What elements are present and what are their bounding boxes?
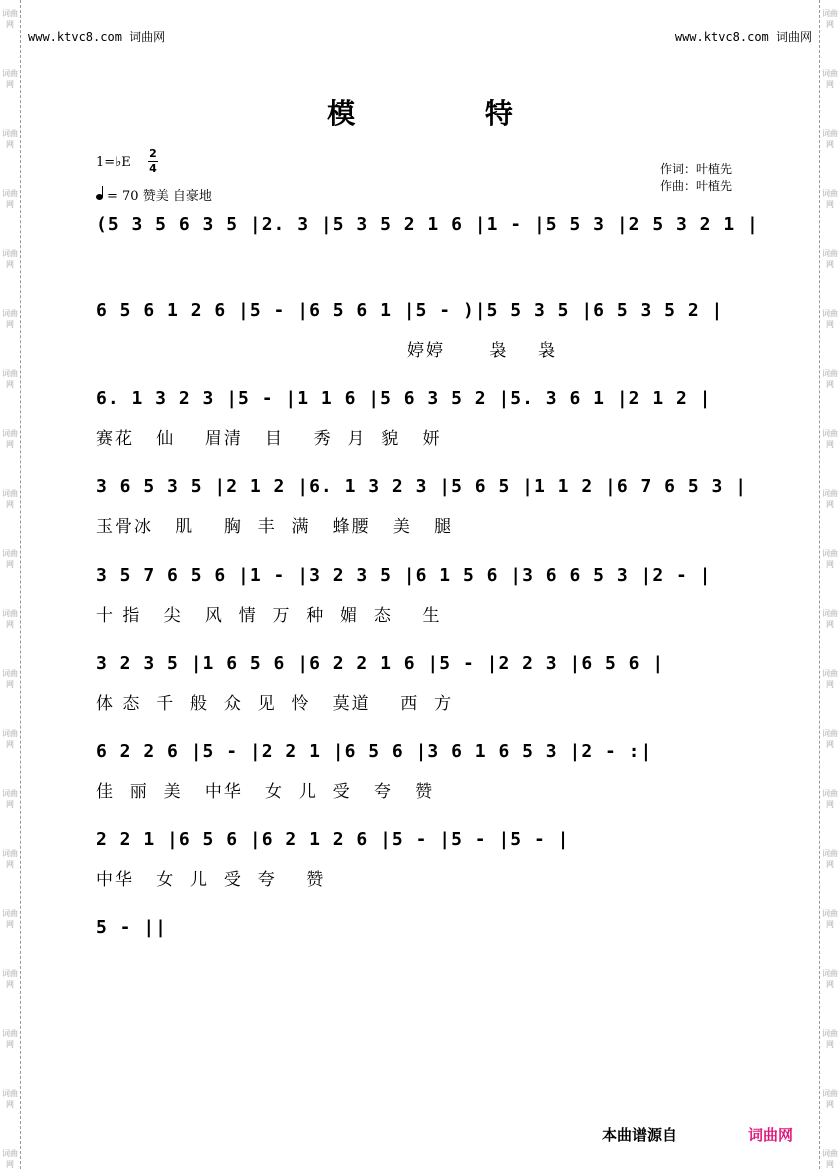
watermark-text: 词曲网 (2, 909, 18, 929)
time-signature: 2 4 (149, 147, 157, 175)
row-notes: 2 2 1 |6 5 6 |6 2 1 2 6 |5 - |5 - |5 - | (96, 829, 570, 850)
watermark-text: 词曲网 (822, 309, 838, 329)
row-notes: (5 3 5 6 3 5 |2. 3 |5 3 5 2 1 6 |1 - |5 5 3 |2 5 3 2 1 | (96, 214, 759, 235)
credits (660, 161, 732, 195)
watermark-text: 词曲网 (822, 369, 838, 389)
watermark-text: 词曲网 (822, 609, 838, 629)
watermark-text: 词曲网 (2, 489, 18, 509)
footer-source-label: 本曲谱源自 (602, 1126, 678, 1144)
watermark-text: 词曲网 (2, 1149, 18, 1169)
site-url-left[interactable]: www.ktvc8.com 词曲网 (28, 30, 166, 44)
row-notes: 6 5 6 1 2 6 |5 - |6 5 6 1 |5 - )|5 5 3 5 |6 5 3 5 2 | (96, 300, 724, 321)
watermark-text: 词曲网 (822, 9, 838, 29)
watermark-text: 词曲网 (2, 609, 18, 629)
watermark-text: 词曲网 (2, 309, 18, 329)
watermark-text: 词曲网 (2, 789, 18, 809)
watermark-text: 词曲网 (2, 549, 18, 569)
watermark-text: 词曲网 (2, 729, 18, 749)
watermark-text: 词曲网 (822, 1029, 838, 1049)
watermark-text: 词曲网 (822, 429, 838, 449)
footer-source-site[interactable]: 词曲网 (748, 1126, 794, 1144)
watermark-text: 词曲网 (822, 1089, 838, 1109)
composer: 作曲：叶植先 (660, 179, 733, 193)
row-notes: 5 - || (96, 917, 168, 938)
tempo-marking: = 70 赞美 自豪地 (96, 185, 212, 204)
quarter-note-icon (96, 194, 103, 200)
row-lyrics: 赛花 仙 眉清 目 秀 月 貌 妍 (96, 429, 442, 449)
watermark-text: 词曲网 (822, 789, 838, 809)
watermark-text: 词曲网 (2, 1089, 18, 1109)
watermark-text: 词曲网 (2, 1029, 18, 1049)
watermark-text: 词曲网 (822, 969, 838, 989)
watermark-text: 词曲网 (2, 9, 18, 29)
watermark-text: 词曲网 (2, 249, 18, 269)
right-watermark-border (819, 0, 840, 1169)
watermark-text: 词曲网 (822, 549, 838, 569)
left-watermark-border (0, 0, 21, 1169)
watermark-text: 词曲网 (822, 489, 838, 509)
watermark-text: 词曲网 (822, 909, 838, 929)
watermark-text: 词曲网 (822, 69, 838, 89)
watermark-text: 词曲网 (2, 849, 18, 869)
watermark-text: 词曲网 (2, 429, 18, 449)
row-notes: 6. 1 3 2 3 |5 - |1 1 6 |5 6 3 5 2 |5. 3 6 1 |2 1 2 | (96, 388, 712, 409)
song-title: 模 特 (327, 97, 573, 130)
watermark-text: 词曲网 (822, 729, 838, 749)
watermark-text: 词曲网 (2, 669, 18, 689)
row-lyrics: 体 态 千 般 众 见 怜 莫道 西 方 (96, 694, 454, 714)
watermark-text: 词曲网 (822, 849, 838, 869)
row-notes: 3 5 7 6 5 6 |1 - |3 2 3 5 |6 1 5 6 |3 6 6 5 3 |2 - | (96, 565, 712, 586)
row-lyrics: 佳 丽 美 中华 女 儿 受 夸 赞 (96, 782, 435, 802)
row-notes: 6 2 2 6 |5 - |2 2 1 |6 5 6 |3 6 1 6 5 3 |2 - :| (96, 741, 653, 762)
watermark-text: 词曲网 (822, 1149, 838, 1169)
site-url-right[interactable]: www.ktvc8.com 词曲网 (674, 30, 812, 44)
row-lyrics: 玉骨冰 肌 胸 丰 满 蜂腰 美 腿 (96, 517, 454, 537)
watermark-text: 词曲网 (2, 969, 18, 989)
key-signature: 1=♭E (96, 155, 131, 170)
watermark-text: 词曲网 (2, 369, 18, 389)
lyricist: 作词：叶植先 (660, 162, 733, 176)
watermark-text: 词曲网 (2, 129, 18, 149)
row-lyrics: 婷婷 袅 袅 (96, 341, 557, 361)
row-lyrics: 十 指 尖 风 情 万 种 媚 态 生 (96, 606, 442, 626)
watermark-text: 词曲网 (822, 189, 838, 209)
watermark-text: 词曲网 (2, 189, 18, 209)
watermark-text: 词曲网 (822, 669, 838, 689)
watermark-text: 词曲网 (822, 129, 838, 149)
row-notes: 3 2 3 5 |1 6 5 6 |6 2 2 1 6 |5 - |2 2 3 |6 5 6 | (96, 653, 665, 674)
row-lyrics: 中华 女 儿 受 夸 赞 (96, 870, 326, 890)
watermark-text: 词曲网 (822, 249, 838, 269)
row-notes: 3 6 5 3 5 |2 1 2 |6. 1 3 2 3 |5 6 5 |1 1 2 |6 7 6 5 3 | (96, 476, 748, 497)
watermark-text: 词曲网 (2, 69, 18, 89)
